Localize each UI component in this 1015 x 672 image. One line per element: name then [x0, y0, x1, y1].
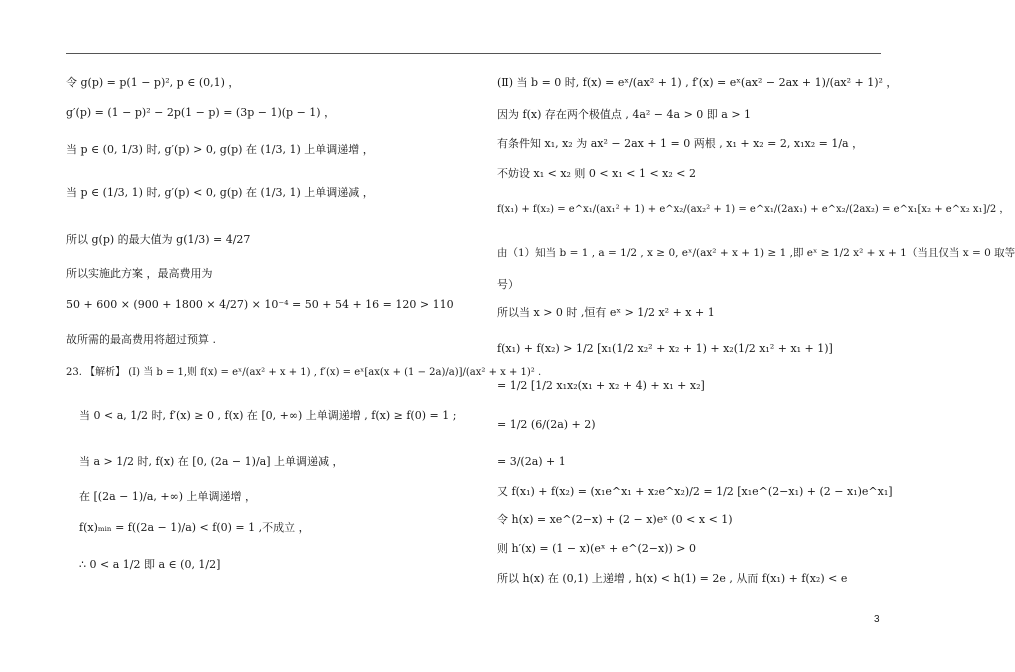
text-line: 所以当 x > 0 时 ,恒有 eˣ > 1/2 x² + x + 1: [497, 306, 715, 319]
text-line: 当 a > 1/2 时, f(x) 在 [0, (2a − 1)/a] 上单调递减 ，: [79, 455, 344, 468]
text-line: 又 f(x₁) + f(x₂) = (x₁e^x₁ + x₂e^x₂)/2 = 1/2 [x₁e^(2−x₁) + (2 − x₁)e^x₁]: [497, 485, 893, 498]
text-line: f(x₁) + f(x₂) > 1/2 [x₁(1/2 x₂² + x₂ + 1) + x₂(1/2 x₁² + x₁ + 1)]: [497, 342, 833, 355]
text-line: 当 p ∈ (0, 1/3) 时, g′(p) > 0, g(p) 在 (1/3, 1) 上单调递增 ，: [66, 143, 374, 156]
text-line: 则 h′(x) = (1 − x)(eˣ + e^(2−x)) > 0: [497, 542, 696, 555]
text-line: 不妨设 x₁ < x₂ 则 0 < x₁ < 1 < x₂ < 2: [497, 167, 696, 180]
text-line: 有条件知 x₁, x₂ 为 ax² − 2ax + 1 = 0 两根 , x₁ + x₂ = 2, x₁x₂ = 1/a ，: [497, 137, 864, 150]
text-line: = 1/2 [1/2 x₁x₂(x₁ + x₂ + 4) + x₁ + x₂]: [497, 379, 705, 392]
text-line: 令 h(x) = xe^(2−x) + (2 − x)eˣ (0 < x < 1): [497, 513, 733, 526]
text-line: 故所需的最高费用将超过预算 .: [66, 333, 216, 346]
text-line: = 3/(2a) + 1: [497, 455, 566, 468]
header-rule: [66, 53, 881, 54]
text-line: 号）: [497, 278, 519, 291]
text-line: 所以 h(x) 在 (0,1) 上递增 , h(x) < h(1) = 2e , 从而 f(x₁) + f(x₂) < e: [497, 572, 848, 585]
text-line: ∴ 0 < a 1/2 即 a ∈ (0, 1/2]: [79, 558, 221, 571]
text-line: f(x)ₘᵢₙ = f((2a − 1)/a) < f(0) = 1 ,不成立 ，: [79, 521, 310, 534]
text-line: f(x₁) + f(x₂) = e^x₁/(ax₁² + 1) + e^x₂/(ax₂² + 1) = e^x₁/(2ax₁) + e^x₂/(2ax₂) = e^x₁[x₂ + e^x₂ x₁]/2 ，: [497, 204, 1010, 215]
page-number: 3: [874, 614, 880, 625]
text-line: 所以实施此方案 ，最高费用为: [66, 267, 213, 280]
text-line: 50 + 600 × (900 + 1800 × 4/27) × 10⁻⁴ = 50 + 54 + 16 = 120 > 110: [66, 298, 454, 311]
text-line: = 1/2 (6/(2a) + 2): [497, 418, 596, 431]
text-line: 由（1）知当 b = 1 , a = 1/2 , x ≥ 0, eˣ/(ax² + x + 1) ≥ 1 ,即 eˣ ≥ 1/2 x² + x + 1（当且仅当 x = 0 取等: [497, 247, 1015, 259]
text-line: 23. 【解析】 (Ⅰ) 当 b = 1,则 f(x) = eˣ/(ax² + x + 1) , f′(x) = eˣ[ax(x + (1 − 2a)/a)]/(ax² + x + 1)² .: [66, 367, 542, 378]
text-line: g′(p) = (1 − p)² − 2p(1 − p) = (3p − 1)(p − 1) ，: [66, 106, 336, 119]
text-line: 在 [(2a − 1)/a, +∞) 上单调递增 ，: [79, 490, 257, 503]
text-line: 当 0 < a, 1/2 时, f′(x) ≥ 0 , f(x) 在 [0, +∞) 上单调递增 , f(x) ≥ f(0) = 1 ;: [79, 409, 457, 422]
text-line: (Ⅱ) 当 b = 0 时, f(x) = eˣ/(ax² + 1) , f′(x) = eˣ(ax² − 2ax + 1)/(ax² + 1)² ，: [497, 76, 898, 89]
text-line: 因为 f(x) 存在两个极值点 , 4a² − 4a > 0 即 a > 1: [497, 108, 752, 121]
text-line: 当 p ∈ (1/3, 1) 时, g′(p) < 0, g(p) 在 (1/3, 1) 上单调递减 ，: [66, 186, 374, 199]
text-line: 所以 g(p) 的最大值为 g(1/3) = 4/27: [66, 233, 251, 246]
text-line: 令 g(p) = p(1 − p)², p ∈ (0,1) ，: [66, 76, 240, 89]
